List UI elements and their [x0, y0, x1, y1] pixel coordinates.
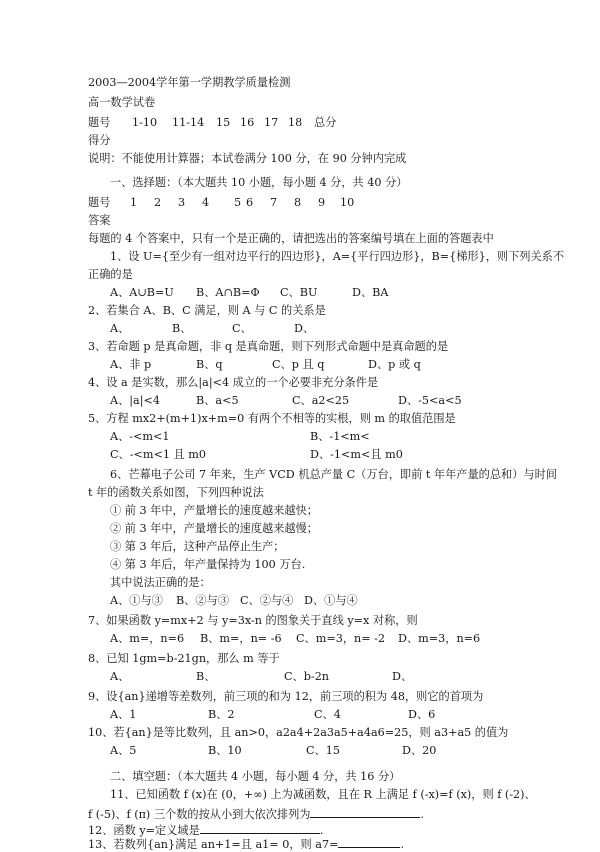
q3-option-b: B、q	[196, 358, 223, 371]
answer-table-label: 题号	[88, 196, 111, 209]
q1-option-d: D、BA	[352, 286, 389, 299]
q10-option-a: A、5	[110, 744, 137, 757]
question-11: 11、已知函数 f (x)在 (0，+∞) 上为减函数，且在 R 上满足 f (-x)=f (x)，则 f (-2)、	[110, 788, 536, 801]
question-6: 6、芒幕电子公司 7 年来，生产 VCD 机总产量 C（万台，即前 t 年年产量的总和）与时间	[110, 468, 557, 481]
q2-option-d: D、	[294, 322, 315, 335]
q7-option-a: A、m=，n=6	[110, 632, 185, 645]
answer-col: 5	[234, 196, 242, 209]
q6-option-d: D、①与④	[304, 594, 358, 607]
q10-option-c: C、15	[306, 744, 340, 757]
exam-title: 2003—2004学年第一学期教学质量检测	[88, 76, 291, 89]
q9-option-a: A、1	[110, 708, 137, 721]
score-table-header	[88, 116, 337, 130]
q9-option-b: B、2	[208, 708, 235, 721]
question-6-cont: t 年的函数关系如图，下列四种说法	[88, 486, 264, 499]
q5-option-c: C、-<m<1 且 m0	[110, 448, 207, 461]
score-col: 1-10	[132, 116, 158, 129]
answer-col: 1	[130, 196, 138, 209]
score-col: 16	[240, 116, 255, 129]
answer-col: 8	[294, 196, 302, 209]
question-4: 4、设 a 是实数，那么|a|<4 成立的一个必要非充分条件是	[88, 376, 379, 389]
q6-statement-1: ① 前 3 年中，产量增长的速度越来越快；	[110, 504, 318, 517]
q6-statement-3: ③ 第 3 年后，这种产品停止生产；	[110, 540, 285, 553]
answer-col: 7	[270, 196, 278, 209]
section1-title: 一、选择题：（本大题共 10 小题，每小题 4 分，共 40 分）	[110, 176, 408, 189]
question-3: 3、若命题 p 是真命题，非 q 是真命题，则下列形式命题中是真命题的是	[88, 340, 449, 353]
q6-option-a: A、①与③	[110, 594, 163, 607]
score-col: 11-14	[172, 116, 205, 129]
question-12: 12、函数 y=定义域是 .	[88, 824, 324, 837]
question-7: 7、如果函数 y=mx+2 与 y=3x-n 的图象关于直线 y=x 对称，则	[88, 614, 418, 627]
score-label: 得分	[88, 134, 111, 147]
section2-title: 二、填空题：（本大题共 4 小题，每小题 4 分，共 16 分）	[110, 770, 401, 783]
q2-option-a: A、	[110, 322, 130, 335]
q12-text: 12、函数 y=定义域是	[88, 824, 200, 837]
q8-option-b: B、	[196, 670, 216, 683]
q2-option-b: B、	[172, 322, 192, 335]
q4-option-a: A、|a|<4	[110, 394, 160, 407]
question-10: 10、若{an}是等比数列，且 an>0，a2a4+2a3a5+a4a6=25，则 a3+a5 的值为	[88, 726, 509, 739]
q13-answer-blank[interactable]	[338, 836, 400, 848]
score-col: 总分	[314, 116, 337, 129]
q6-option-c: C、②与④	[240, 594, 294, 607]
answer-col: 10	[340, 196, 355, 209]
question-13: 13、若数列{an}满足 an+1=且 a1= 0，则 a7= .	[88, 838, 405, 851]
question-5: 5、方程 mx2+(m+1)x+m=0 有两个不相等的实根，则 m 的取值范围是	[88, 412, 456, 425]
q7-option-c: C、m=3，n= -2	[296, 632, 386, 645]
q3-option-a: A、非 p	[110, 358, 152, 371]
q1-option-a: A、A∪B=U	[110, 286, 174, 299]
instructions: 说明：不能使用计算器；本试卷满分 100 分，在 90 分钟内完成	[88, 152, 407, 165]
score-col: 15	[216, 116, 231, 129]
question-1: 1、设 U={至少有一组对边平行的四边形}，A={平行四边形}，B={梯形}，则下列关系不	[110, 250, 565, 263]
answer-col: 4	[202, 196, 210, 209]
q2-option-c: C、	[232, 322, 252, 335]
score-col: 17	[264, 116, 279, 129]
q11-answer-blank[interactable]	[310, 806, 420, 818]
question-9: 9、设{an}递增等差数列，前三项的和为 12，前三项的积为 48，则它的首项为	[88, 690, 484, 703]
q6-prompt: 其中说法正确的是：	[110, 576, 211, 589]
q12-answer-blank[interactable]	[200, 822, 320, 834]
answer-col: 3	[178, 196, 186, 209]
q1-option-b: B、A∩B=Φ	[196, 286, 260, 299]
answer-col: 2	[154, 196, 162, 209]
q5-option-b: B、-1<m<	[310, 430, 370, 443]
exam-subtitle: 高一数学试卷	[88, 96, 156, 109]
question-8: 8、已知 1gm=b-21gn，那么 m 等于	[88, 652, 280, 665]
q8-option-a: A、	[110, 670, 130, 683]
q6-statement-4: ④ 第 3 年后，年产量保持为 100 万台.	[110, 558, 306, 571]
q7-option-d: D、m=3，n=6	[398, 632, 481, 645]
section1-intro: 每题的 4 个答案中，只有一个是正确的，请把选出的答案编号填在上面的答题表中	[88, 232, 494, 245]
answer-label: 答案	[88, 214, 111, 227]
q5-option-a: A、-<m<1	[110, 430, 170, 443]
q10-option-b: B、10	[208, 744, 242, 757]
question-2: 2、若集合 A、B、C 满足，则 A 与 C 的关系是	[88, 304, 326, 317]
q4-option-d: D、-5<a<5	[398, 394, 462, 407]
q8-option-d: D、	[392, 670, 413, 683]
q6-statement-2: ② 前 3 年中，产量增长的速度越来越慢；	[110, 522, 318, 535]
q9-option-c: C、4	[314, 708, 341, 721]
q3-option-d: D、p 或 q	[368, 358, 421, 371]
q11-text: f (-5)、f (π) 三个数的按从小到大依次排列为	[88, 808, 311, 821]
q9-option-d: D、6	[408, 708, 436, 721]
answer-col: 9	[318, 196, 326, 209]
q7-option-b: B、m=，n= -6	[200, 632, 282, 645]
q1-option-c: C、BU	[280, 286, 318, 299]
q13-text: 13、若数列{an}满足 an+1=且 a1= 0，则 a7=	[88, 838, 339, 851]
q5-option-d: D、-1<m<且 m0	[310, 448, 403, 461]
question-11-cont: f (-5)、f (π) 三个数的按从小到大依次排列为 .	[88, 808, 425, 821]
answer-table-header	[88, 196, 355, 210]
q10-option-d: D、20	[402, 744, 437, 757]
score-col: 18	[288, 116, 303, 129]
q3-option-c: C、p 且 q	[272, 358, 325, 371]
q6-option-b: B、②与③	[176, 594, 229, 607]
q4-option-c: C、a2<25	[292, 394, 350, 407]
answer-col: 6	[246, 196, 254, 209]
score-table-label: 题号	[88, 116, 111, 129]
q4-option-b: B、a<5	[196, 394, 239, 407]
question-1-cont: 正确的是	[88, 268, 133, 281]
q8-option-c: C、b-2n	[284, 670, 330, 683]
